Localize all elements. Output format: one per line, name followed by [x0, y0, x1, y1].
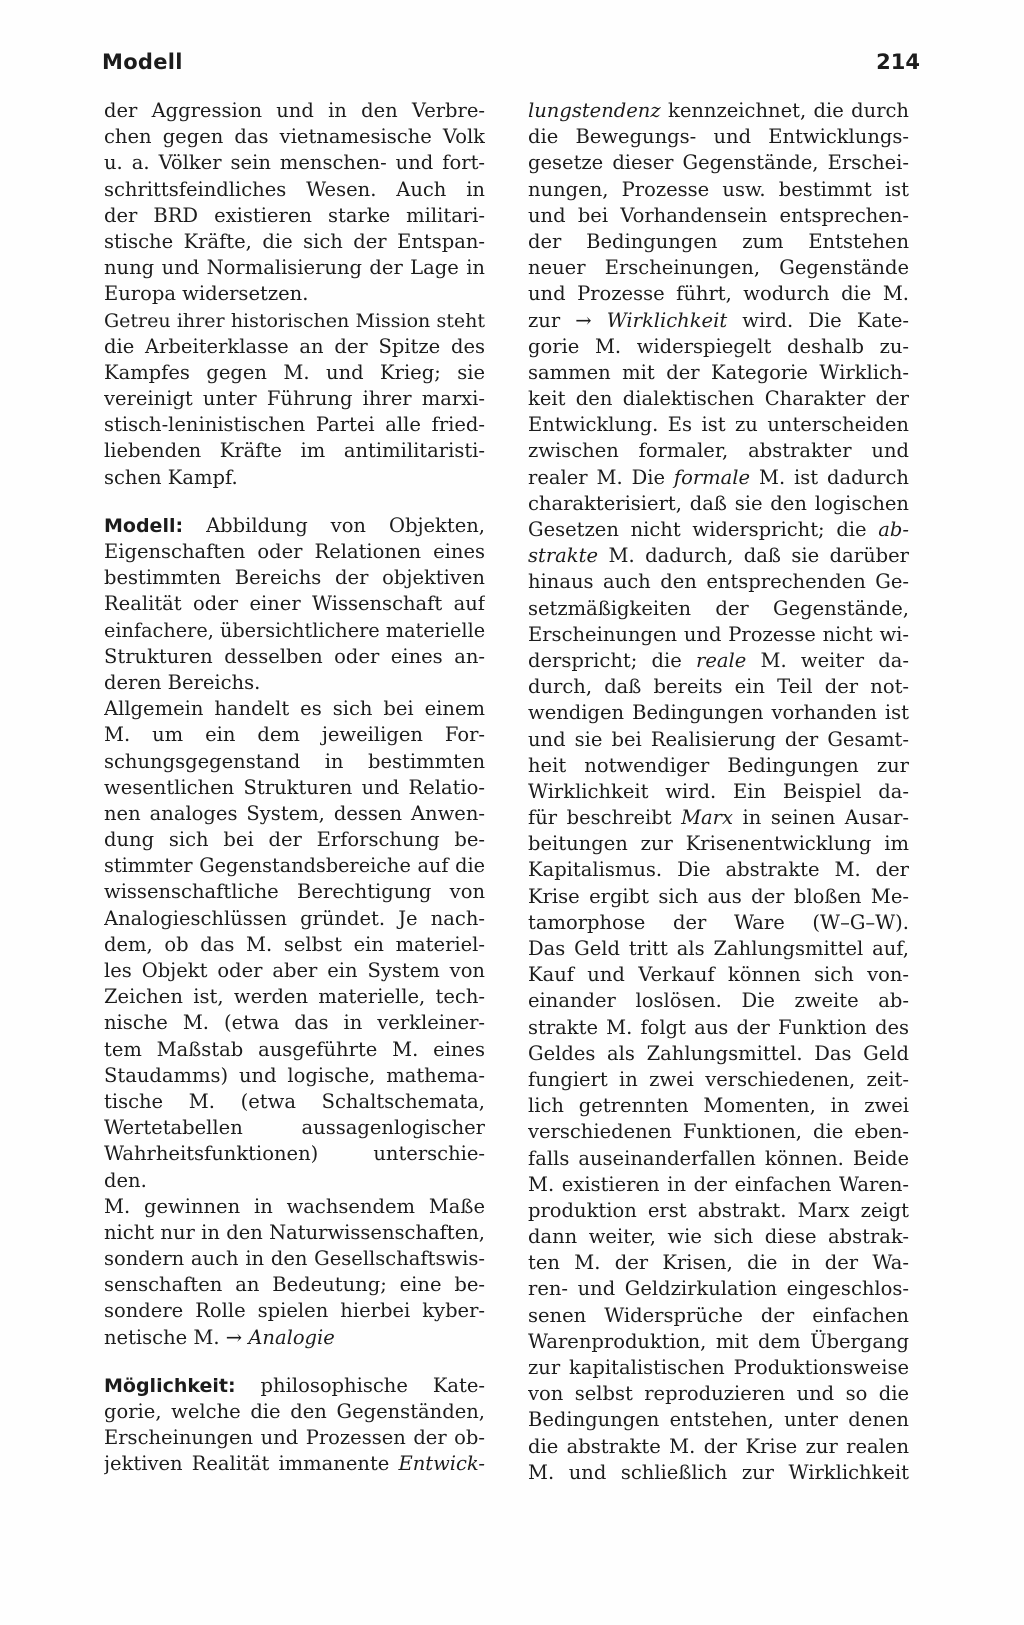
- italic-term: lungstendenz: [528, 99, 661, 122]
- text-segment: derspricht; die: [528, 648, 697, 672]
- entry-headword-moeglichkeit: Möglichkeit:: [104, 1374, 236, 1397]
- text-line: wissenschaftliche Berechtigung von: [104, 880, 485, 904]
- text-line: u. a. Völker sein menschen- und fort-: [104, 151, 485, 175]
- text-line: sondere Rolle spielen hierbei kyber-: [104, 1299, 485, 1323]
- text-line: Kapitalismus. Die abstrakte M. der: [528, 858, 909, 882]
- text-line: einfachere, übersichtlichere materielle: [104, 618, 485, 642]
- text-line: liebenden Kräfte im antimilitaristi-: [104, 439, 485, 463]
- text-line: M. gewinnen in wachsendem Maße: [104, 1194, 485, 1218]
- text-line: Staudamms) und logische, mathema-: [104, 1063, 485, 1087]
- text-line: den.: [104, 1168, 147, 1192]
- text-line: der Aggression und in den Verbre-: [104, 99, 485, 122]
- right-text-block: [528, 831, 909, 1486]
- text-line: Europa widersetzen.: [104, 282, 309, 306]
- entry-gap: [104, 491, 485, 513]
- text-line: M. um ein dem jeweiligen For-: [104, 723, 485, 747]
- text-line: nungen, Prozesse usw. bestimmt ist: [528, 177, 909, 201]
- text-segment: in seinen Ausar-: [733, 806, 909, 830]
- text-line: Zeichen ist, werden materielle, tech-: [104, 985, 485, 1009]
- right-text-block: [528, 124, 909, 307]
- text-line: sammen mit der Kategorie Wirklich-: [528, 360, 909, 384]
- cross-reference-arrow-icon: →: [575, 308, 592, 332]
- italic-name-marx: Marx: [681, 806, 733, 830]
- text-line: [528, 543, 909, 569]
- text-line: dem, ob das M. selbst ein materiel-: [104, 932, 485, 956]
- text-line: [528, 98, 909, 124]
- text-line: neuer Erscheinungen, Gegenstände: [528, 256, 909, 280]
- text-line: gorie M. widerspiegelt deshalb zu-: [528, 334, 909, 358]
- text-segment: für beschreibt: [528, 806, 682, 830]
- text-line: sondern auch in den Gesellschaftswis-: [104, 1247, 485, 1271]
- text-line: stische Kräfte, die sich der Entspan-: [104, 229, 485, 253]
- entry-gap: [104, 1351, 485, 1373]
- moeglichkeit-definition-start: philosophische Kate-: [235, 1373, 485, 1397]
- text-line: keit den dialektischen Charakter der: [528, 387, 909, 411]
- text-segment: M. weiter da-: [746, 648, 909, 672]
- text-line: Getreu ihrer historischen Mission steht: [104, 309, 485, 332]
- modell-entry-body: [104, 539, 485, 1325]
- text-segment: realer M. Die: [528, 465, 674, 489]
- text-line: tamorphose der Ware (W–G–W).: [528, 910, 909, 934]
- cross-reference-arrow-icon: →: [225, 1325, 243, 1349]
- text-line: nen analoges System, dessen Anwen-: [104, 801, 485, 825]
- text-line: und sie bei Realisierung der Gesamt-: [528, 727, 909, 751]
- text-line: falls auseinanderfallen können. Beide: [528, 1146, 909, 1170]
- text-line: ren- und Geldzirkulation eingeschlos-: [528, 1277, 909, 1301]
- text-line: nung und Normalisierung der Lage in: [104, 256, 485, 280]
- text-line: Geldes als Zahlungsmittel. Das Geld: [528, 1041, 909, 1065]
- text-line: schen Kampf.: [104, 465, 238, 489]
- text-line: beitungen zur Krisenentwicklung im: [528, 832, 909, 856]
- text-line: [528, 648, 909, 674]
- text-line: Wertetabellen aussagenlogischer: [104, 1116, 485, 1140]
- text-line: Strukturen desselben oder eines an-: [104, 644, 485, 668]
- text-line: Erscheinungen und Prozessen der ob-: [104, 1426, 485, 1450]
- text-segment: zur: [528, 308, 576, 332]
- text-line: deren Bereichs.: [104, 670, 261, 694]
- italic-term: formale: [673, 465, 751, 489]
- text-line: wesentlichen Strukturen und Relatio-: [104, 775, 485, 799]
- text-segment: M. ist dadurch: [750, 465, 909, 489]
- text-line: Kauf und Verkauf können sich von-: [528, 963, 909, 987]
- text-line: Allgemein handelt es sich bei einem: [104, 697, 485, 721]
- text-line: [104, 1325, 485, 1351]
- text-segment: wird. Die Kate-: [727, 308, 909, 332]
- text-line: stisch-leninistischen Partei alle fried-: [104, 413, 485, 437]
- text-line: Krise ergibt sich aus der bloßen Me-: [528, 884, 909, 908]
- right-text-block: [528, 674, 909, 805]
- text-line: Kampfes gegen M. und Krieg; sie: [104, 360, 485, 384]
- text-line: Analogieschlüssen gründet. Je nach-: [104, 906, 485, 930]
- text-line: und bei Vorhandensein entsprechen-: [528, 203, 909, 227]
- text-line: Wahrheitsfunktionen) unterschie-: [104, 1142, 485, 1166]
- text-line: [528, 805, 909, 831]
- text-line: durch, daß bereits ein Teil der not-: [528, 675, 909, 699]
- text-line: M. existieren in der einfachen Waren-: [528, 1172, 909, 1196]
- entry-headword-modell: Modell:: [104, 514, 184, 537]
- text-line: setzmäßigkeiten der Gegenstände,: [528, 596, 909, 620]
- text-line: [528, 308, 909, 334]
- text-line: lich getrennten Momenten, in zwei: [528, 1094, 909, 1118]
- italic-term: ab-: [878, 518, 909, 541]
- text-line: Entwicklung. Es ist zu unterscheiden: [528, 413, 909, 437]
- text-line: produktion erst abstrakt. Marx zeigt: [528, 1198, 909, 1222]
- text-line: einander loslösen. Die zweite ab-: [528, 989, 909, 1013]
- text-line: Wirklichkeit wird. Ein Beispiel da-: [528, 779, 909, 803]
- right-column: [528, 98, 909, 1486]
- text-line: tem Maßstab ausgeführte M. eines: [104, 1037, 485, 1061]
- text-line: vereinigt unter Führung ihrer marxi-: [104, 387, 485, 411]
- text-line: ten M. der Krisen, die in der Wa-: [528, 1251, 909, 1275]
- text-line: und Prozesse führt, wodurch die M.: [528, 282, 909, 306]
- text-line: [528, 465, 909, 491]
- text-line: [104, 1373, 485, 1399]
- text-line: zwischen formaler, abstrakter und: [528, 439, 909, 463]
- text-line: tische M. (etwa Schaltschemata,: [104, 1089, 485, 1113]
- text-segment: kennzeichnet, die durch: [660, 99, 909, 122]
- text-line: heit notwendiger Bedingungen zur: [528, 753, 909, 777]
- text-line: senschaften an Bedeutung; eine be-: [104, 1273, 485, 1297]
- text-line: Erscheinungen und Prozesse nicht wi-: [528, 622, 909, 646]
- text-line: schrittsfeindliches Wesen. Auch in: [104, 177, 485, 201]
- running-head-word: Modell: [102, 50, 183, 74]
- italic-term: Entwick-: [398, 1452, 485, 1476]
- cross-reference-wirklichkeit[interactable]: Wirklichkeit: [591, 308, 728, 332]
- text-line: gorie, welche die den Gegenständen,: [104, 1400, 485, 1423]
- text-segment: M. dadurch, daß sie darüber: [597, 544, 909, 568]
- militarismus-entry-continuation: [104, 98, 485, 491]
- italic-term: reale: [696, 648, 747, 672]
- text-line: die abstrakte M. der Krise zur realen: [528, 1434, 909, 1458]
- text-line: [528, 517, 909, 543]
- left-column: [104, 98, 485, 1478]
- running-head: [102, 50, 920, 84]
- moeglichkeit-entry-body: [104, 1399, 485, 1451]
- text-line: dann weiter, wie sich diese abstrak-: [528, 1225, 909, 1249]
- text-line: [104, 1451, 485, 1477]
- text-line: dung sich bei der Erforschung be-: [104, 828, 485, 852]
- text-line: der BRD existieren starke militari-: [104, 203, 485, 227]
- text-line: fungiert in zwei verschiedenen, zeit-: [528, 1067, 909, 1091]
- text-line: [104, 513, 485, 539]
- text-line: Realität oder einer Wissenschaft auf: [104, 592, 485, 616]
- text-line: der Bedingungen zum Entstehen: [528, 229, 909, 253]
- text-line: schungsgegenstand in bestimmten: [104, 749, 485, 773]
- text-line: stimmter Gegenstandsbereiche auf die: [104, 854, 485, 878]
- modell-last-text: netische M.: [104, 1325, 226, 1349]
- text-line: nicht nur in den Naturwissenschaften,: [104, 1220, 485, 1244]
- text-line: hinaus auch den entsprechenden Ge-: [528, 570, 909, 594]
- page-number: 214: [876, 50, 920, 74]
- text-line: Das Geld tritt als Zahlungsmittel auf,: [528, 937, 909, 960]
- text-line: nische M. (etwa das in verkleiner-: [104, 1011, 485, 1035]
- text-line: senen Widersprüche der einfachen: [528, 1303, 909, 1327]
- text-line: chen gegen das vietnamesische Volk: [104, 125, 485, 149]
- text-line: verschiedenen Funktionen, die eben-: [528, 1120, 909, 1144]
- modell-definition-start: Abbildung von Objekten,: [183, 513, 485, 537]
- text-line: wendigen Bedingungen vorhanden ist: [528, 701, 909, 725]
- right-text-block: [528, 334, 909, 465]
- text-line: von selbst reproduzieren und so die: [528, 1382, 909, 1406]
- text-line: M. und schließlich zur Wirklichkeit: [528, 1460, 909, 1484]
- cross-reference-analogie[interactable]: Analogie: [248, 1325, 335, 1349]
- text-line: Warenproduktion, mit dem Übergang: [528, 1329, 909, 1353]
- text-line: Bedingungen entstehen, unter denen: [528, 1408, 909, 1432]
- text-line: strakte M. folgt aus der Funktion des: [528, 1015, 909, 1039]
- right-text-block: [528, 569, 909, 648]
- italic-term: strakte: [528, 544, 598, 568]
- text-line: zur kapitalistischen Produktionsweise: [528, 1356, 909, 1379]
- text-line: Eigenschaften oder Relationen eines: [104, 540, 485, 563]
- text-line: gesetze dieser Gegenstände, Erschei-: [528, 151, 909, 175]
- text-line: les Objekt oder aber ein System von: [104, 959, 485, 982]
- text-line: die Arbeiterklasse an der Spitze des: [104, 334, 485, 358]
- text-line: charakterisiert, daß sie den logischen: [528, 491, 909, 515]
- text-segment: Gesetzen nicht widerspricht; die: [528, 518, 879, 541]
- moeglichkeit-line-text: jektiven Realität immanente: [104, 1452, 399, 1476]
- text-line: bestimmten Bereichs der objektiven: [104, 566, 485, 590]
- text-line: die Bewegungs- und Entwicklungs-: [528, 125, 909, 149]
